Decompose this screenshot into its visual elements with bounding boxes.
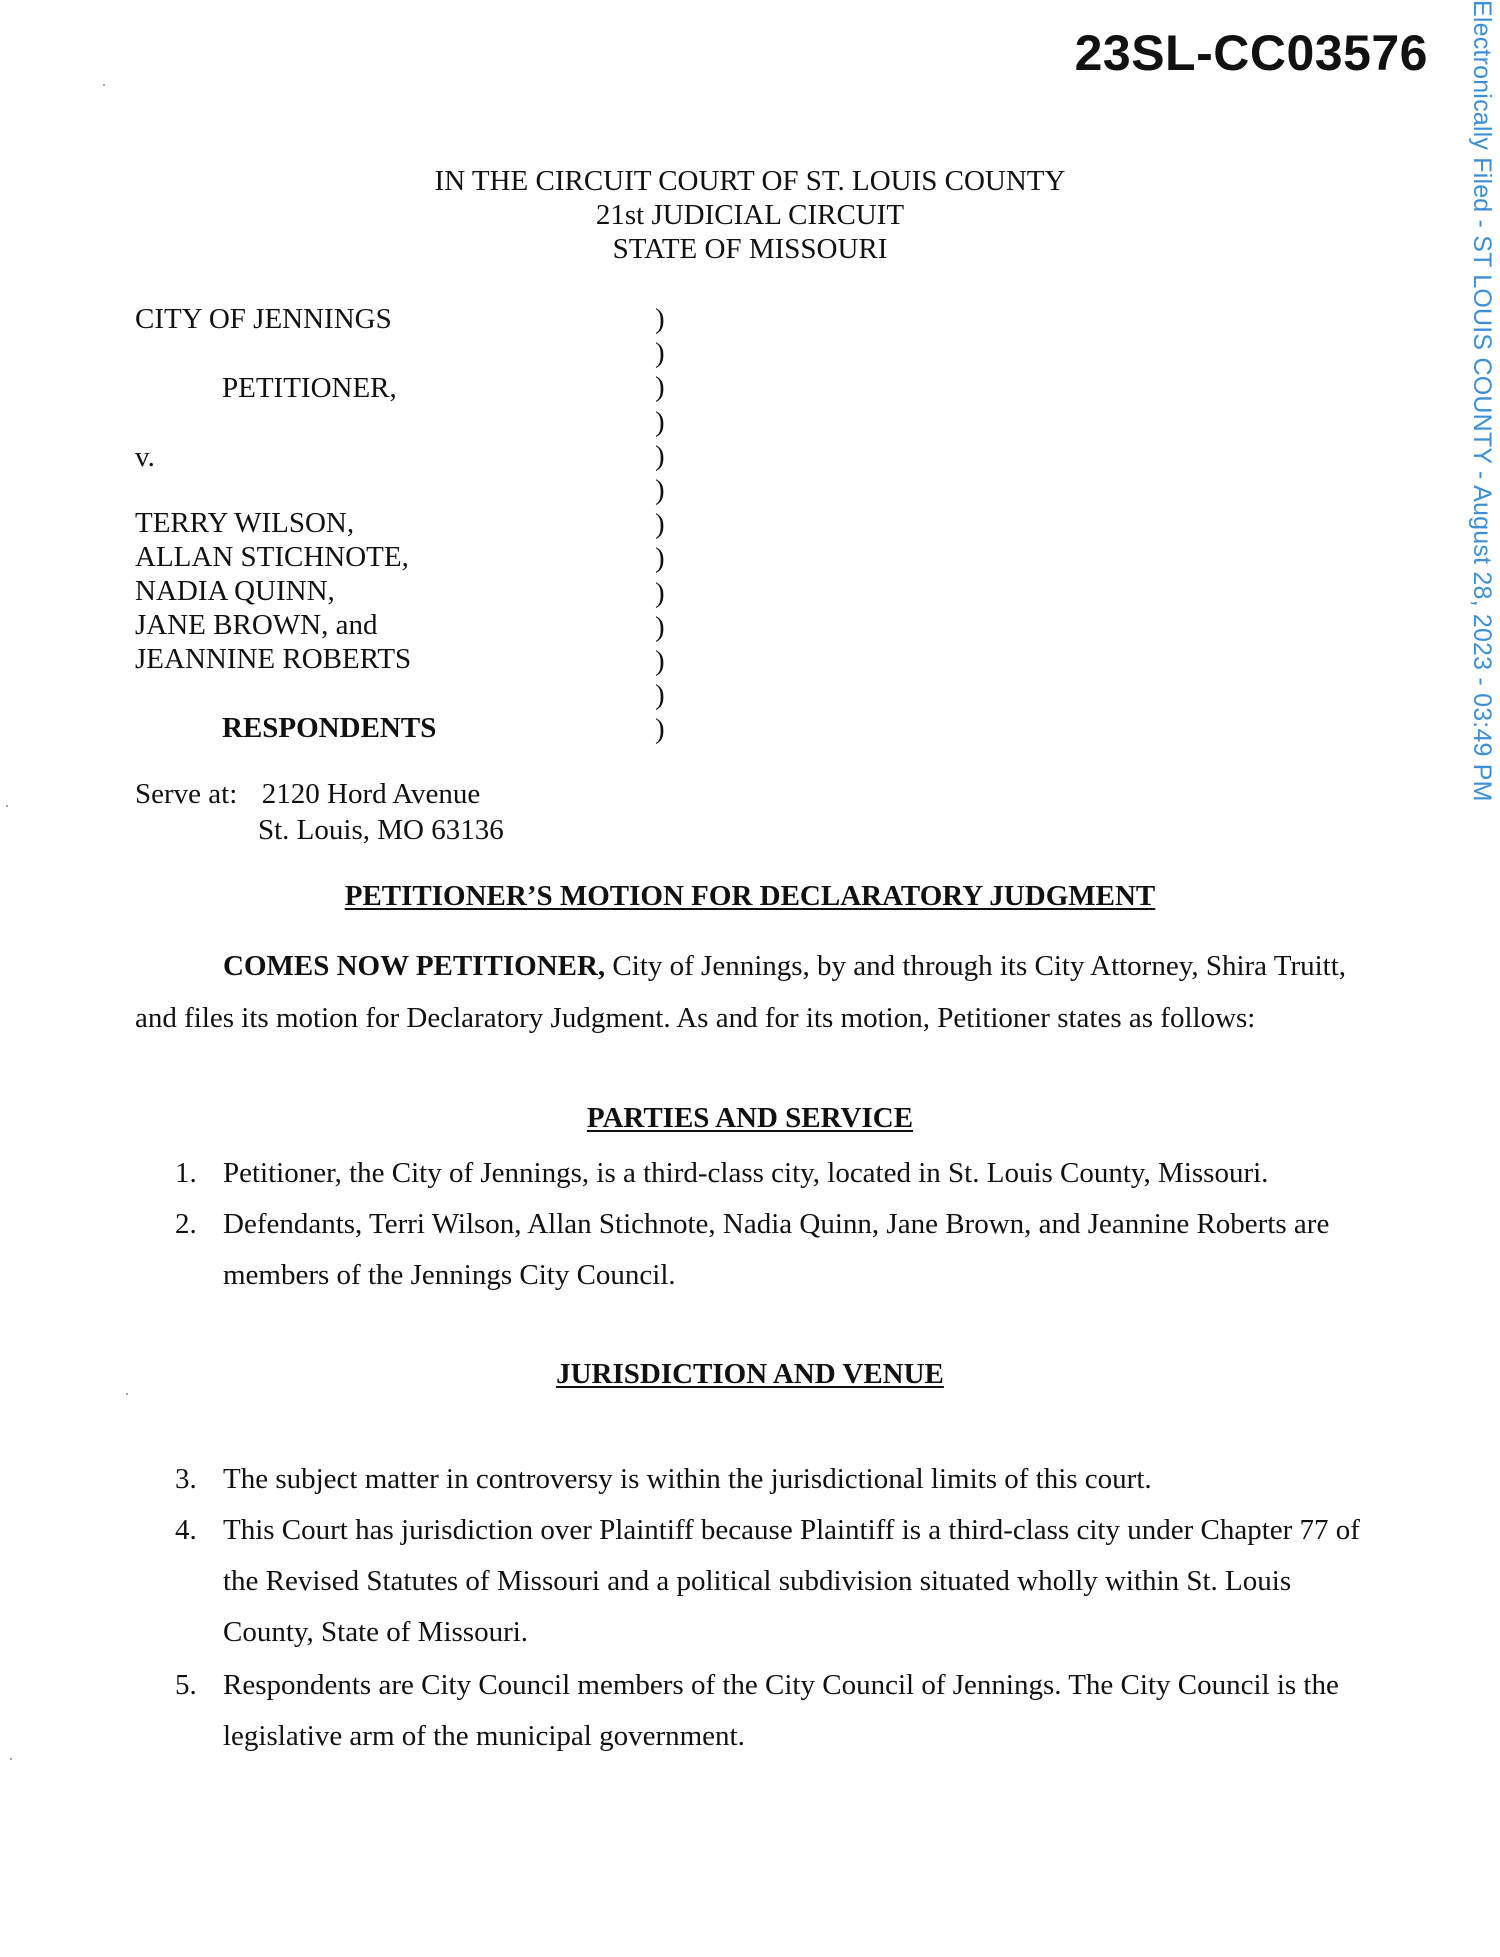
intro-lead: COMES NOW PETITIONER,	[223, 950, 606, 982]
respondent-name: JEANNINE ROBERTS	[135, 643, 412, 675]
efile-stamp: Electronically Filed - ST LOUIS COUNTY - August 28, 2023 - 03:49 PM	[1468, 0, 1496, 802]
caption-paren: )	[655, 542, 665, 575]
caption-paren: )	[655, 439, 665, 472]
list-item	[175, 1505, 1365, 1658]
versus-label: v.	[135, 441, 155, 473]
serve-address-line1: 2120 Hord Avenue	[261, 778, 481, 810]
caption-paren: )	[655, 713, 665, 746]
section-title-parties	[0, 1102, 1500, 1135]
respondent-name: TERRY WILSON,	[135, 507, 355, 539]
list-item	[175, 1148, 1365, 1199]
serve-address-line2: St. Louis, MO 63136	[258, 814, 504, 846]
court-header-line1: IN THE CIRCUIT COURT OF ST. LOUIS COUNTY	[434, 165, 1066, 197]
respondent-name: NADIA QUINN,	[135, 575, 335, 607]
scan-artifact	[126, 1393, 128, 1395]
list-item-text: The subject matter in controversy is within the jurisdictional limits of this court.	[223, 1463, 1152, 1495]
serve-block	[135, 776, 504, 848]
section-title-parties-text: PARTIES AND SERVICE	[586, 1102, 914, 1134]
list-item	[175, 1660, 1365, 1762]
petitioner-label: PETITIONER,	[222, 372, 397, 404]
caption-paren: )	[655, 303, 665, 335]
court-header-line2: 21st JUDICIAL CIRCUIT	[595, 199, 905, 231]
list-item-text: Defendants, Terri Wilson, Allan Stichnote, Nadia Quinn, Jane Brown, and Jeannine Roberts are members of the Jennings City Council.	[223, 1208, 1330, 1291]
list-item	[175, 1199, 1365, 1301]
respondent-name: ALLAN STICHNOTE,	[135, 541, 409, 573]
list-item-text: Respondents are City Council members of the City Council of Jennings. The City Council is the legislative arm of the municipal government.	[223, 1669, 1339, 1752]
caption-paren: )	[655, 371, 665, 404]
list-item-number: 3.	[175, 1463, 197, 1495]
document-title-text: PETITIONER’S MOTION FOR DECLARATORY JUDGMENT	[344, 880, 1156, 912]
section-title-jurisdiction-text: JURISDICTION AND VENUE	[556, 1358, 944, 1390]
caption-paren: )	[655, 337, 665, 370]
section-title-jurisdiction	[0, 1358, 1500, 1391]
caption-paren: )	[655, 508, 665, 541]
list-item-text: Petitioner, the City of Jennings, is a third-class city, located in St. Louis County, Missouri.	[223, 1157, 1269, 1189]
serve-label: Serve at:	[135, 778, 238, 810]
intro-paragraph	[135, 940, 1365, 1044]
petitioner-name: CITY OF JENNINGS	[135, 303, 392, 335]
court-header-line3: STATE OF MISSOURI	[612, 233, 888, 265]
scan-artifact	[10, 1758, 12, 1760]
list-item-text: This Court has jurisdiction over Plaintiff because Plaintiff is a third-class city under Chapter 77 of the Revised Statutes of Missouri and a political subdivision situated wholly within St. Louis County, State of Missouri.	[223, 1514, 1360, 1648]
respondent-name: JANE BROWN, and	[135, 609, 378, 641]
court-header	[0, 164, 1500, 266]
caption-paren: )	[655, 474, 665, 507]
list-item	[175, 1454, 1365, 1505]
list-item-number: 4.	[175, 1514, 197, 1546]
document-title	[0, 880, 1500, 913]
caption-paren: )	[655, 405, 665, 438]
scan-artifact	[6, 805, 8, 807]
caption-paren: )	[655, 679, 665, 712]
scan-artifact	[103, 84, 105, 86]
list-item-number: 1.	[175, 1157, 197, 1189]
intro-text: City of Jennings, by and through its City Attorney, Shira Truitt, and files its motion for Declaratory Judgment. As and for its motion, Petitioner states as follows:	[135, 950, 1347, 1034]
caption-paren: )	[655, 610, 665, 643]
respondents-label: RESPONDENTS	[222, 712, 437, 744]
caption-parentheses	[655, 302, 665, 747]
case-number: 23SL-CC03576	[1074, 25, 1428, 81]
list-item-number: 5.	[175, 1669, 197, 1701]
list-item-number: 2.	[175, 1208, 197, 1240]
caption-paren: )	[655, 645, 665, 678]
caption-paren: )	[655, 576, 665, 609]
